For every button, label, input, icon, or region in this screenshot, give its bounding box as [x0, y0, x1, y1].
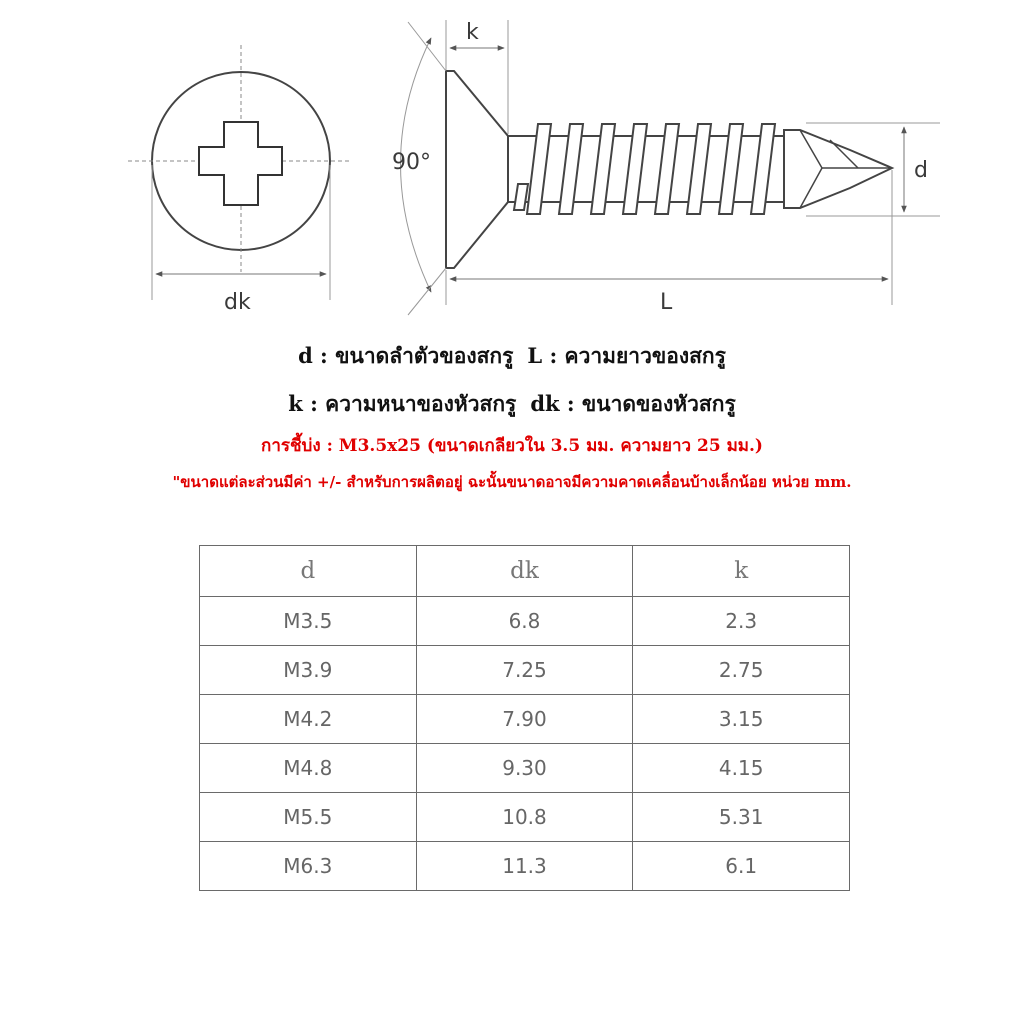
- table-row: [200, 744, 850, 793]
- cell-dk: 7.25: [416, 646, 633, 695]
- cell-dk: 10.8: [416, 793, 633, 842]
- label-d: d: [914, 158, 928, 183]
- table-row: [200, 597, 850, 646]
- cell-dk: 9.30: [416, 744, 633, 793]
- table-row: [200, 695, 850, 744]
- size-table: [199, 545, 850, 891]
- legend-k: k : ความหนาของหัวสกรู: [288, 391, 517, 416]
- header-k: k: [633, 546, 850, 597]
- table-row: [200, 842, 850, 891]
- cell-k: 5.31: [633, 793, 850, 842]
- example-note: การชี้บ่ง : M3.5x25 (ขนาดเกลียวใน 3.5 มม. ความยาว 25 มม.): [261, 436, 763, 456]
- cell-d: M4.2: [200, 695, 417, 744]
- screw-side-view: [446, 71, 892, 268]
- cell-k: 4.15: [633, 744, 850, 793]
- header-dk: dk: [416, 546, 633, 597]
- head-top-view: [128, 45, 350, 272]
- cell-k: 3.15: [633, 695, 850, 744]
- legend-dk: dk : ขนาดของหัวสกรู: [530, 391, 736, 416]
- cell-d: M5.5: [200, 793, 417, 842]
- legend-L: L : ความยาวของสกรู: [527, 343, 726, 368]
- table-row: [200, 646, 850, 695]
- screw-diagram: [0, 0, 1024, 330]
- legend-d: d : ขนาดลำตัวของสกรู: [298, 343, 514, 368]
- cell-d: M6.3: [200, 842, 417, 891]
- label-dk: dk: [224, 290, 251, 315]
- phillips-cross-icon: [199, 122, 282, 205]
- cell-dk: 6.8: [416, 597, 633, 646]
- cell-dk: 7.90: [416, 695, 633, 744]
- cell-k: 2.3: [633, 597, 850, 646]
- table-row: [200, 793, 850, 842]
- tolerance-note: "ขนาดแต่ละส่วนมีค่า +/- สำหรับการผลิตอยู่ ฉะนั้นขนาดอาจมีความคาดเคลื่อนบ้างเล็กน้อย หน่วย mm.: [172, 473, 852, 491]
- cell-d: M4.8: [200, 744, 417, 793]
- label-L: L: [660, 290, 673, 315]
- header-d: d: [200, 546, 417, 597]
- cell-k: 2.75: [633, 646, 850, 695]
- cell-d: M3.9: [200, 646, 417, 695]
- cell-dk: 11.3: [416, 842, 633, 891]
- table-header-row: [200, 546, 850, 597]
- cell-k: 6.1: [633, 842, 850, 891]
- label-angle: 90°: [392, 150, 431, 175]
- legend-line-1: [0, 340, 1024, 373]
- legend-line-2: [0, 388, 1024, 421]
- cell-d: M3.5: [200, 597, 417, 646]
- label-k: k: [466, 20, 479, 45]
